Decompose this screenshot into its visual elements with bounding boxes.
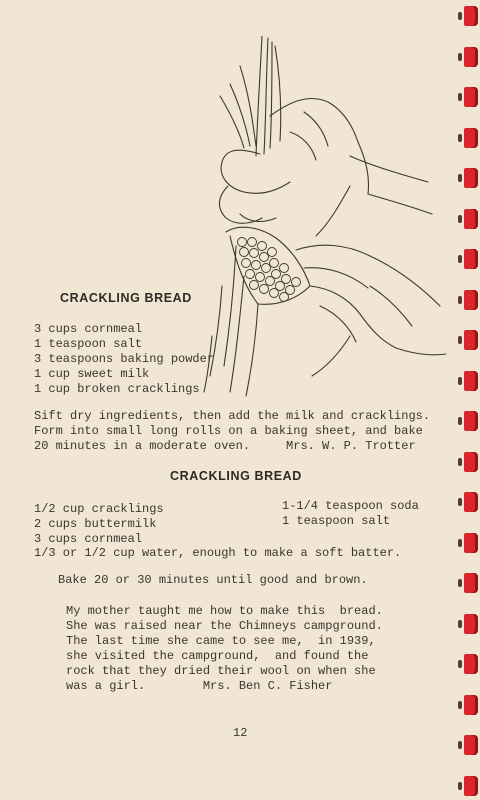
- binding-hole: [458, 620, 462, 628]
- binding-hole: [458, 53, 462, 61]
- binding-hole: [458, 93, 462, 101]
- binding-ring: [464, 330, 478, 350]
- binding-hole: [458, 701, 462, 709]
- binding-hole: [458, 539, 462, 547]
- binding-hole: [458, 458, 462, 466]
- binding-ring: [464, 209, 478, 229]
- binding-hole: [458, 255, 462, 263]
- recipe1-directions: Form into small long rolls on a baking sheet, and bake: [34, 424, 423, 438]
- page-number: 12: [233, 726, 248, 740]
- binding-ring: [464, 6, 478, 26]
- binding-ring: [464, 614, 478, 634]
- recipe2-ingredient: 3 cups cornmeal: [34, 532, 143, 546]
- recipe1-ingredient: 1 teaspoon salt: [34, 337, 143, 351]
- binding-ring: [464, 411, 478, 431]
- recipe2-story: My mother taught me how to make this bread.: [66, 604, 383, 618]
- binding-hole: [458, 336, 462, 344]
- binding-ring: [464, 452, 478, 472]
- recipe2-ingredient: 1-1/4 teaspoon soda: [282, 499, 419, 513]
- binding-ring: [464, 492, 478, 512]
- binding-ring: [464, 533, 478, 553]
- binding-hole: [458, 782, 462, 790]
- binding-hole: [458, 417, 462, 425]
- binding-ring: [464, 128, 478, 148]
- binding-ring: [464, 371, 478, 391]
- recipe2-story: The last time she came to see me, in 1939,: [66, 634, 376, 648]
- recipe2-ingredient: 1/2 cup cracklings: [34, 502, 164, 516]
- binding-ring: [464, 735, 478, 755]
- binding-hole: [458, 296, 462, 304]
- binding-ring: [464, 168, 478, 188]
- binding-hole: [458, 660, 462, 668]
- recipe1-directions: Sift dry ingredients, then add the milk and cracklings.: [34, 409, 431, 423]
- recipe2-story: She was raised near the Chimneys campground.: [66, 619, 383, 633]
- recipe1-ingredient: 3 cups cornmeal: [34, 322, 143, 336]
- binding-ring: [464, 654, 478, 674]
- binding-hole: [458, 174, 462, 182]
- binding-ring: [464, 47, 478, 67]
- recipe2-ingredient: 1 teaspoon salt: [282, 514, 391, 528]
- spiral-binding: [458, 0, 480, 800]
- binding-hole: [458, 12, 462, 20]
- recipe1-ingredient: 3 teaspoons baking powder: [34, 352, 215, 366]
- binding-ring: [464, 290, 478, 310]
- binding-hole: [458, 498, 462, 506]
- binding-hole: [458, 215, 462, 223]
- recipe2-story: she visited the campground, and found the: [66, 649, 369, 663]
- recipe2-story: was a girl. Mrs. Ben C. Fisher: [66, 679, 333, 693]
- recipe2-bake-line: Bake 20 or 30 minutes until good and brown.: [58, 573, 368, 587]
- binding-hole: [458, 134, 462, 142]
- recipe1-ingredient: 1 cup sweet milk: [34, 367, 150, 381]
- binding-hole: [458, 579, 462, 587]
- binding-hole: [458, 741, 462, 749]
- recipe1-ingredient: 1 cup broken cracklings: [34, 382, 200, 396]
- binding-ring: [464, 776, 478, 796]
- hands-shucking-corn-illustration: [200, 36, 450, 406]
- recipe2-story: rock that they dried their wool on when she: [66, 664, 376, 678]
- binding-ring: [464, 87, 478, 107]
- recipe1-directions: 20 minutes in a moderate oven. Mrs. W. P. Trotter: [34, 439, 416, 453]
- binding-hole: [458, 377, 462, 385]
- binding-ring: [464, 695, 478, 715]
- recipe2-title: CRACKLING BREAD: [170, 469, 302, 483]
- binding-ring: [464, 573, 478, 593]
- recipe2-water-line: 1/3 or 1/2 cup water, enough to make a soft batter.: [34, 546, 402, 560]
- recipe2-ingredient: 2 cups buttermilk: [34, 517, 157, 531]
- binding-ring: [464, 249, 478, 269]
- recipe1-title: CRACKLING BREAD: [60, 291, 192, 305]
